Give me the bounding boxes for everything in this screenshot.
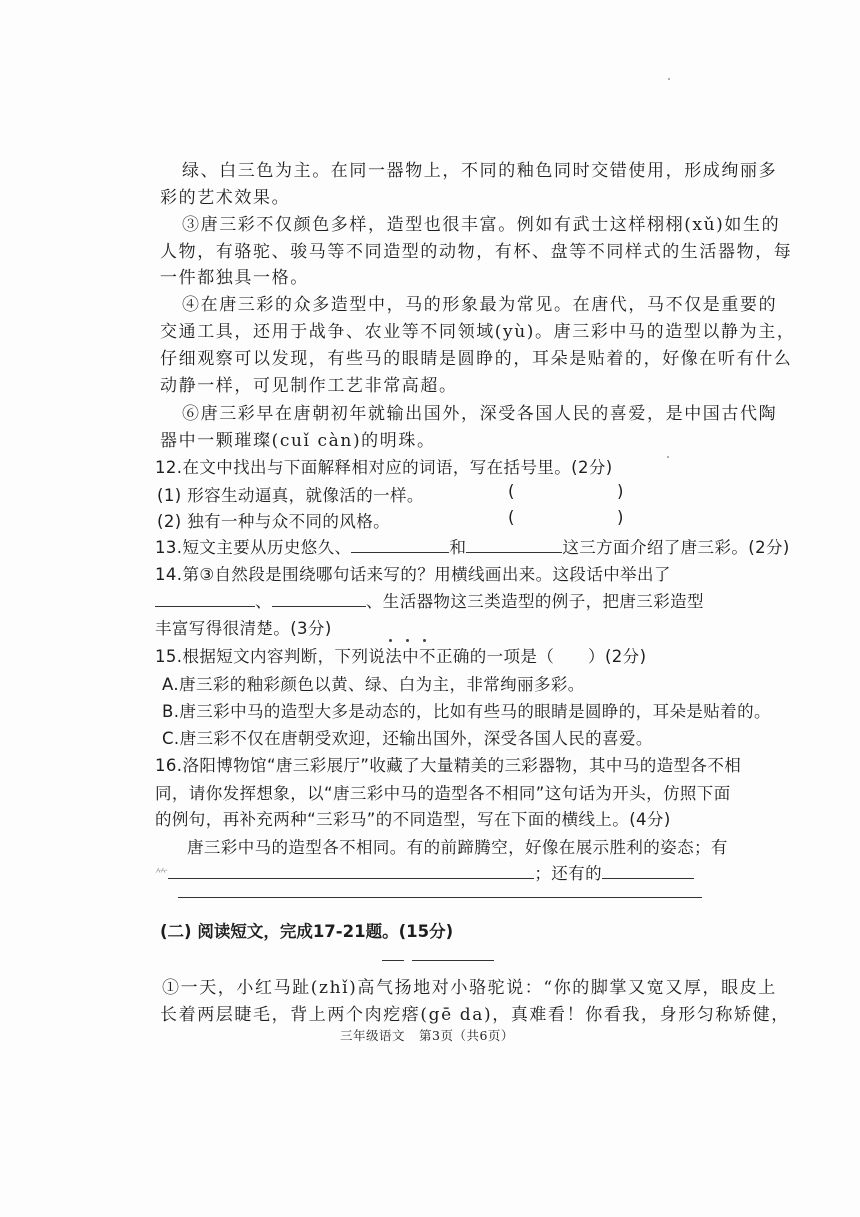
answer-blank[interactable] xyxy=(155,591,255,607)
question-14-line2-tail: 、生活器物这三类造型的例子，把唐三彩造型 xyxy=(365,592,704,611)
answer-blank[interactable] xyxy=(272,591,366,607)
question-13-part3: 这三方面介绍了唐三彩。(2分) xyxy=(562,538,790,557)
section-2-title: (二) 阅读短文，完成17-21题。(15分) xyxy=(160,922,454,941)
question-16-line1: 16.洛阳博物馆“唐三彩展厅”收藏了大量精美的三彩器物，其中马的造型各不相 xyxy=(155,756,742,775)
question-16-line2: 同，请你发挥想象，以“唐三彩中马的造型各不相同”这句话为开头，仿照下面 xyxy=(155,784,731,803)
question-12-stem: 12.在文中找出与下面解释相对应的词语，写在括号里。(2分) xyxy=(155,458,613,477)
passage-line: 彩的艺术效果。 xyxy=(160,188,291,208)
emphasis-dot xyxy=(423,639,426,642)
question-13 xyxy=(155,534,790,558)
passage-line: 仔细观察可以发现，有些马的眼睛是圆睁的，耳朵是贴着的，好像在听有什么 xyxy=(160,349,793,369)
question-16-line3: 的例句，再补充两种“三彩马”的不同造型，写在下面的横线上。(4分) xyxy=(155,810,671,829)
option-b[interactable]: B.唐三彩中马的造型大多是动态的，比如有些马的眼睛是圆睁的，耳朵是贴着的。 xyxy=(162,702,771,721)
title-blank[interactable] xyxy=(412,960,494,961)
question-13-part2: 和 xyxy=(449,538,467,557)
emphasis-dot xyxy=(389,639,392,642)
answer-blank[interactable] xyxy=(602,863,694,879)
answer-paren-open[interactable]: ( xyxy=(508,508,515,527)
footer-page: 第3页（共6页） xyxy=(419,1028,514,1043)
question-14-line2 xyxy=(155,588,704,612)
passage-line: 交通工具，还用于战争、农业等不同领域(yù)。唐三彩中马的造型以静为主， xyxy=(160,322,796,342)
scan-speck xyxy=(667,456,669,458)
separator: 、 xyxy=(255,592,272,611)
footer-subject: 三年级语文 xyxy=(340,1028,406,1043)
passage-line: ③唐三彩不仅颜色多样，造型也很丰富。例如有武士这样栩栩(xǔ)如生的 xyxy=(182,215,781,235)
passage-line: 一件都独具一格。 xyxy=(160,268,309,288)
question-14-line3: 丰富写得很清楚。(3分) xyxy=(155,619,332,638)
passage2-line: ①一天，小红马趾(zhǐ)高气扬地对小骆驼说：“你的脚掌又宽又厚，眼皮上 xyxy=(162,978,777,998)
option-c[interactable]: C.唐三彩不仅在唐朝受欢迎，还输出国外，深受各国人民的喜爱。 xyxy=(162,729,653,748)
option-a[interactable]: A.唐三彩的釉彩颜色以黄、绿、白为主，非常绚丽多彩。 xyxy=(162,675,585,694)
passage2-line: 长着两层睫毛，背上两个肉疙瘩(gē da)，真难看！你看我，身形匀称矫健， xyxy=(160,1005,790,1025)
answer-blank[interactable] xyxy=(351,537,449,553)
answer-paren-close: ) xyxy=(617,482,624,501)
passage-line: ⑥唐三彩早在唐朝初年就输出国外，深受各国人民的喜爱，是中国古代陶 xyxy=(182,404,778,424)
question-14-line1: 14.第③自然段是围绕哪句话来写的？用横线画出来。这段话中举出了 xyxy=(155,565,671,584)
question-13-part1: 13.短文主要从历史悠久、 xyxy=(155,538,352,557)
passage-line: 绿、白三色为主。在同一器物上，不同的釉色同时交错使用，形成绚丽多 xyxy=(182,161,778,181)
emphasis-dot xyxy=(406,639,409,642)
answer-blank[interactable] xyxy=(168,863,534,879)
answer-blank[interactable] xyxy=(466,537,562,553)
scan-speck xyxy=(668,78,670,80)
question-12-item-1: (1) 形容生动逼真，就像活的一样。 xyxy=(157,486,424,505)
passage-line: 动静一样，可见制作工艺非常高超。 xyxy=(160,376,458,396)
question-16-example: 唐三彩中马的造型各不相同。有的前蹄腾空，好像在展示胜利的姿态；有 xyxy=(187,838,728,857)
answer-paren-open[interactable]: ( xyxy=(508,482,515,501)
passage-line: 人物，有骆驼、骏马等不同造型的动物，有杯、盘等不同样式的生活器物，每 xyxy=(160,242,793,262)
passage-line: ④在唐三彩的众多造型中，马的形象最为常见。在唐代，马不仅是重要的 xyxy=(182,295,778,315)
handwritten-mark: ⺮ xyxy=(155,868,169,883)
passage-line: 器中一颗璀璨(cuǐ càn)的明珠。 xyxy=(160,431,436,451)
question-12-item-2: (2) 独有一种与众不同的风格。 xyxy=(157,512,391,531)
question-16-fill-mid: ；还有的 xyxy=(534,864,603,883)
answer-paren-close: ) xyxy=(617,508,624,527)
question-15-stem: 15.根据短文内容判断，下列说法中不正确的一项是（ ）(2分) xyxy=(155,647,647,666)
question-16-answer-line xyxy=(155,860,694,884)
title-blank[interactable] xyxy=(382,960,404,961)
answer-line[interactable] xyxy=(178,897,702,898)
